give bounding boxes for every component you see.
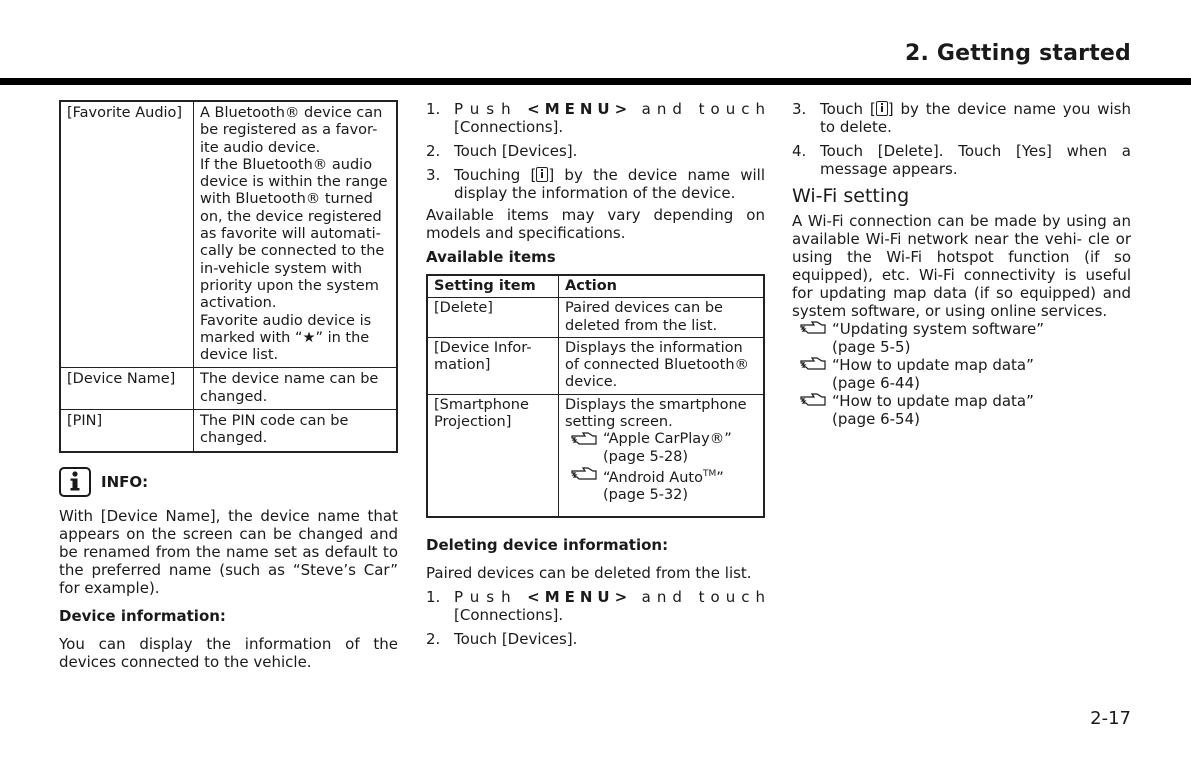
step-text: and touch — [641, 100, 771, 118]
pointing-hand-icon — [800, 393, 828, 409]
list-item — [426, 630, 765, 648]
table-row — [427, 337, 764, 394]
desc-line: If the Bluetooth® audio — [200, 156, 373, 173]
step-text: [Connections]. — [454, 606, 564, 625]
body-text: Paired devices can be deleted from the list. — [426, 564, 752, 583]
step-number: 2. — [426, 630, 441, 649]
reference-title: “How to update map data” — [832, 356, 1034, 374]
step-text: ] by the device name will display the information of the device. — [454, 166, 765, 202]
body-text: Available items may vary depending on models and specifications. — [426, 206, 765, 242]
desc-line: device is within the range — [200, 174, 388, 191]
setting-name: [Favorite Audio] — [60, 101, 194, 368]
step-text: Touch [ — [820, 100, 876, 118]
setting-description: The PIN code can be changed. — [194, 410, 398, 452]
step-text: Push — [454, 588, 518, 607]
menu-key: <MENU> — [527, 588, 633, 607]
reference-page: (page 5-28) — [603, 448, 689, 465]
desc-line: ite audio device. — [200, 139, 321, 156]
setting-action: Displays the information of connected Bluetooth® device. — [559, 337, 765, 394]
reference-text: ” — [716, 469, 724, 486]
reference-title — [603, 466, 757, 487]
action-text: Displays the smartphone setting screen. — [565, 396, 747, 431]
column-header: Setting item — [427, 275, 559, 298]
info-header — [59, 467, 398, 497]
table-header-row — [427, 275, 764, 298]
step-number: 1. — [426, 100, 441, 118]
desc-line: device list. — [200, 347, 279, 364]
pointing-hand-icon — [800, 357, 828, 373]
body-text: You can display the information of the devices connected to the vehicle. — [59, 634, 398, 671]
reference-page: (page 6-54) — [832, 410, 920, 428]
reference-title: “How to update map data” — [832, 392, 1034, 410]
list-item — [426, 166, 765, 202]
column-header: Action — [559, 275, 765, 298]
list-item — [426, 588, 771, 625]
desc-line: priority upon the system — [200, 277, 379, 294]
desc-line: as favorite will automati- — [200, 226, 381, 243]
page-reference — [571, 431, 757, 466]
reference-page: (page 5-5) — [832, 338, 911, 356]
list-item — [792, 100, 1131, 136]
available-items-table — [426, 274, 765, 518]
desc-line: activation. — [200, 295, 277, 312]
left-column — [59, 100, 398, 671]
desc-text: marked with “ — [200, 329, 303, 346]
step-line — [454, 588, 771, 607]
step-text: Touch [Delete]. Touch [Yes] when a message appears. — [820, 142, 1131, 178]
setting-description — [194, 101, 398, 368]
section-title: Wi-Fi setting — [792, 185, 910, 207]
info-icon — [59, 467, 91, 497]
reference-page: (page 5-32) — [603, 487, 689, 504]
section-heading: Available items — [426, 248, 556, 266]
reference-title: “Updating system software” — [832, 320, 1045, 338]
table-row — [60, 101, 397, 368]
setting-action — [559, 394, 765, 517]
menu-key: <MENU> — [527, 100, 633, 118]
setting-description: The device name can be changed. — [194, 368, 398, 410]
step-text: Touch [Devices]. — [454, 142, 578, 160]
page-reference — [800, 356, 1131, 392]
desc-line: with Bluetooth® turned — [200, 191, 373, 208]
step-number: 4. — [792, 142, 807, 160]
star-icon: ★ — [302, 329, 316, 346]
page-reference — [800, 392, 1131, 428]
pointing-hand-icon — [571, 467, 599, 483]
step-number: 3. — [426, 166, 441, 184]
table-row — [427, 394, 764, 517]
setting-name: [PIN] — [60, 410, 194, 452]
step-line — [454, 100, 771, 118]
step-number: 1. — [426, 588, 441, 607]
reference-text: “Android Auto — [603, 469, 703, 486]
desc-line: Favorite audio device is — [200, 312, 372, 329]
section-heading: Deleting device information: — [426, 536, 669, 555]
desc-text: ” in the — [315, 329, 370, 346]
table-row — [60, 368, 397, 410]
section-heading: Device information: — [59, 606, 226, 625]
reference-title: “Apple CarPlay®” — [603, 431, 732, 448]
list-item — [426, 142, 765, 160]
list-item — [792, 142, 1131, 178]
step-text: [Connections]. — [454, 118, 564, 136]
desc-line: in-vehicle system with — [200, 260, 363, 277]
setting-name: [Device Infor- mation] — [427, 337, 559, 394]
setting-action: Paired devices can be deleted from the list. — [559, 298, 765, 338]
steps-list — [426, 100, 771, 202]
step-text: ] by the device name you wish to delete. — [820, 100, 1132, 136]
setting-name: [Smartphone Projection] — [427, 394, 559, 517]
list-item — [426, 100, 771, 136]
device-info-icon — [536, 167, 548, 182]
pointing-hand-icon — [571, 432, 599, 448]
trademark-sup: TM — [702, 468, 717, 479]
step-number: 2. — [426, 142, 441, 160]
pointing-hand-icon — [800, 321, 828, 337]
page-reference — [800, 320, 1131, 356]
body-text: A Wi-Fi connection can be made by using an available Wi-Fi network near the vehi- cle or using the Wi-Fi hotspot function (if so equipped), etc. Wi-Fi connectivity is useful for updating map data (if so equipped) and system software, or using online services. — [792, 212, 1131, 320]
setting-name: [Device Name] — [60, 368, 194, 410]
right-column — [792, 100, 1131, 428]
page-reference — [571, 466, 757, 504]
step-text: Touch [Devices]. — [454, 630, 578, 649]
step-text: Touching [ — [454, 166, 537, 184]
settings-table — [59, 100, 398, 453]
page-number: 2-17 — [1090, 708, 1131, 729]
step-text: and touch — [641, 588, 771, 607]
header-rule — [0, 78, 1191, 85]
desc-line: on, the device registered — [200, 208, 382, 225]
step-number: 3. — [792, 100, 807, 118]
chapter-title: 2. Getting started — [904, 41, 1131, 66]
setting-name: [Delete] — [427, 298, 559, 338]
desc-line — [200, 330, 390, 347]
device-info-icon — [876, 101, 888, 116]
desc-line: cally be connected to the — [200, 243, 385, 260]
desc-line: be registered as a favor- — [200, 122, 378, 139]
desc-line: A Bluetooth® device can — [200, 105, 383, 121]
step-text: Push — [454, 100, 518, 118]
steps-list — [792, 100, 1131, 178]
info-label: INFO: — [101, 472, 149, 491]
steps-list — [426, 588, 771, 649]
info-text: With [Device Name], the device name that appears on the screen can be changed and be renamed from the name set as default to the preferred name (such as “Steve’s Car” for example). — [59, 506, 398, 597]
reference-page: (page 6-44) — [832, 374, 920, 392]
middle-column — [426, 100, 771, 654]
table-row — [60, 410, 397, 452]
table-row — [427, 298, 764, 338]
